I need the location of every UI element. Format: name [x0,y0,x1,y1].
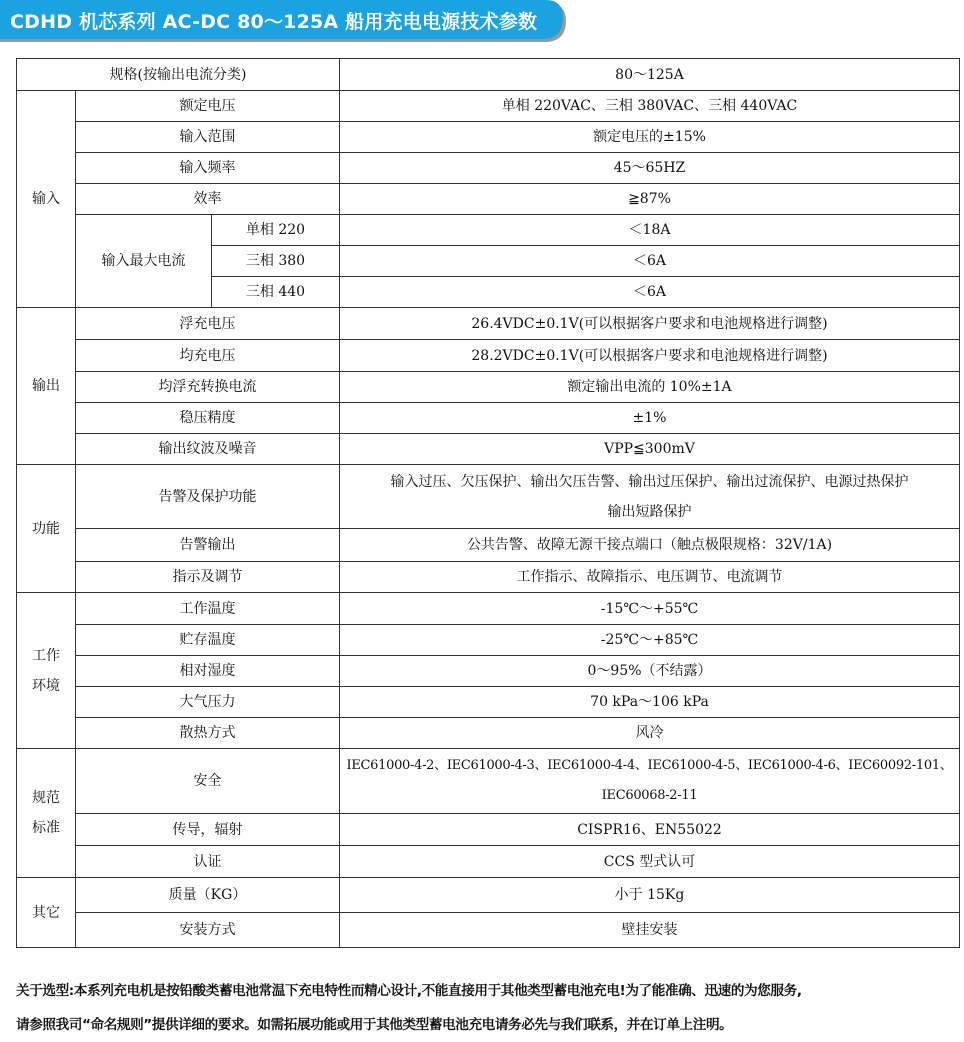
row-value: 0～95%（不结露） [340,656,960,687]
row-label: 浮充电压 [76,308,340,340]
table-row [17,562,960,593]
row-value: 45～65HZ [340,153,960,184]
table-row [17,153,960,184]
row-value: VPP≦300mV [340,434,960,465]
table-row [17,465,960,529]
table-row [17,656,960,687]
row-label: 均充电压 [76,340,340,372]
table-row [17,846,960,878]
row-value: CCS 型式认可 [340,846,960,878]
table-row [17,593,960,625]
group-output: 输出 [17,308,76,465]
page-title: CDHD 机芯系列 AC-DC 80～125A 船用充电电源技术参数 [10,11,538,33]
table-row [17,308,960,340]
row-label: 散热方式 [76,718,340,749]
row-label: 输入频率 [76,153,340,184]
row-value-line: IEC61000-4-2、IEC61000-4-3、IEC61000-4-4、IEC61000-4-5、IEC61000-4-6、IEC60092-101、 [346,758,953,773]
row-value: ＜6A [340,246,960,277]
table-row [17,687,960,718]
row-label: 额定电压 [76,91,340,122]
row-label: 告警输出 [76,529,340,562]
row-value: ＜18A [340,215,960,246]
row-label: 安装方式 [76,913,340,948]
table-row [17,529,960,562]
table-row [17,434,960,465]
row-label: 告警及保护功能 [76,465,340,529]
row-value: 风冷 [340,718,960,749]
table-row [17,215,960,246]
table-row [17,340,960,372]
group-line: 环境 [32,677,60,694]
row-value-line: 输出短路保护 [607,503,692,520]
table-row [17,749,960,814]
group-environment [17,593,76,749]
row-value: 工作指示、故障指示、电压调节、电流调节 [340,562,960,593]
group-line: 标准 [32,820,60,836]
table-row [17,184,960,215]
row-label: 指示及调节 [76,562,340,593]
row-label: 均浮充转换电流 [76,372,340,403]
row-value: 70 kPa～106 kPa [340,687,960,718]
note-line: 请参照我司“命名规则”提供详细的要求。如需拓展功能或用于其他类型蓄电池充电请务必先与我们联系，并在订单上注明。 [16,1017,733,1033]
row-label: 认证 [76,846,340,878]
row-label: 工作温度 [76,593,340,625]
table-row [17,122,960,153]
group-input: 输入 [17,91,76,308]
row-label: 效率 [76,184,340,215]
row-value: 26.4VDC±0.1V(可以根据客户要求和电池规格进行调整) [340,308,960,340]
row-label: 大气压力 [76,687,340,718]
row-value: 公共告警、故障无源干接点端口（触点极限规格：32V/1A) [340,529,960,562]
row-value: 额定电压的±15% [340,122,960,153]
row-value-line: 输入过压、欠压保护、输出欠压告警、输出过压保护、输出过流保护、电源过热保护 [390,473,909,490]
table-row [17,718,960,749]
table-row [17,913,960,948]
row-label: 质量（KG） [76,878,340,913]
table-row [17,403,960,434]
row-label: 贮存温度 [76,625,340,656]
row-value: ＜6A [340,277,960,308]
table-row [17,59,960,91]
table-row [17,814,960,846]
row-value: 单相 220VAC、三相 380VAC、三相 440VAC [340,91,960,122]
group-standards [17,749,76,878]
row-label: 输出纹波及噪音 [76,434,340,465]
row-sublabel: 单相 220 [212,215,340,246]
row-value: ±1% [340,403,960,434]
row-value: 小于 15Kg [340,878,960,913]
row-label: 稳压精度 [76,403,340,434]
table-row [17,91,960,122]
row-sublabel: 三相 440 [212,277,340,308]
row-value-line: IEC60068-2-11 [601,788,698,803]
max-current-label: 输入最大电流 [76,215,212,308]
row-value: ≧87% [340,184,960,215]
group-function: 功能 [17,465,76,593]
spec-table [16,58,960,948]
row-value: CISPR16、EN55022 [340,814,960,846]
table-row [17,372,960,403]
row-label: 安全 [76,749,340,814]
row-value: -25℃～+85℃ [340,625,960,656]
row-label: 输入范围 [76,122,340,153]
table-row [17,878,960,913]
spec-value: 80～125A [340,59,960,91]
row-value: 额定输出电流的 10%±1A [340,372,960,403]
row-value: -15℃～+55℃ [340,593,960,625]
row-value [340,749,960,814]
row-label: 相对湿度 [76,656,340,687]
row-value: 壁挂安装 [340,913,960,948]
row-value [340,465,960,529]
note-line: 关于选型:本系列充电机是按铅酸类蓄电池常温下充电特性而精心设计,不能直接用于其他类型蓄电池充电!为了能准确、迅速的为您服务, [16,983,802,999]
group-other: 其它 [17,878,76,948]
row-sublabel: 三相 380 [212,246,340,277]
row-value: 28.2VDC±0.1V(可以根据客户要求和电池规格进行调整) [340,340,960,372]
title-banner [0,0,567,42]
group-line: 规范 [32,790,60,806]
table-row [17,625,960,656]
row-label: 传导，辐射 [76,814,340,846]
group-line: 工作 [32,647,60,664]
spec-label: 规格(按输出电流分类) [17,59,340,91]
